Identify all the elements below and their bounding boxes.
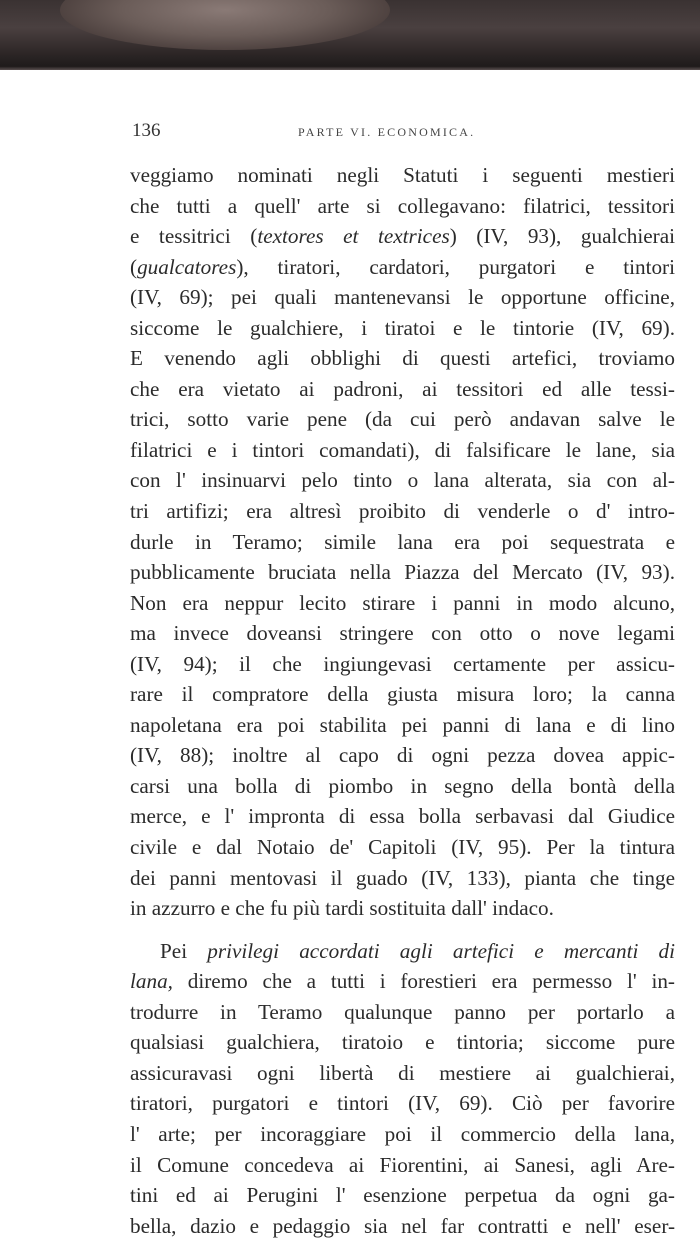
text-line bbox=[130, 1150, 675, 1181]
text-line bbox=[130, 936, 675, 967]
text-segment: che tutti a quell' arte si collegavano: filatrici, tessitori bbox=[130, 193, 675, 218]
text-line bbox=[130, 771, 675, 802]
text-segment: siccome le gualchiere, i tiratoi e le tintorie (IV, 69). bbox=[130, 315, 675, 340]
text-line bbox=[130, 435, 675, 466]
text-segment: ), tiratori, cardatori, purgatori e tintori bbox=[236, 254, 675, 279]
text-segment: qualsiasi gualchiera, tiratoio e tintoria; siccome pure bbox=[130, 1030, 675, 1055]
text-line bbox=[130, 465, 675, 496]
text-line bbox=[130, 160, 675, 191]
text-line bbox=[130, 588, 675, 619]
text-line bbox=[130, 618, 675, 649]
text-segment: tiratori, purgatori e tintori (IV, 69). Ciò per favorire bbox=[130, 1091, 675, 1116]
text-segment: (IV, 94); il che ingiungevasi certamente per assicu- bbox=[130, 651, 675, 676]
text-segment: il Comune concedeva ai Fiorentini, ai Sanesi, agli Are- bbox=[130, 1152, 675, 1177]
running-title: PARTE VI. ECONOMICA. bbox=[298, 125, 476, 139]
text-segment: (IV, 88); inoltre al capo di ogni pezza dovea appic- bbox=[130, 743, 675, 768]
text-line bbox=[130, 1180, 675, 1211]
scan-page-edge bbox=[0, 66, 700, 70]
text-segment: in azzurro e che fu più tardi sostituita dall' indaco. bbox=[130, 896, 554, 921]
text-segment: diremo che a tutti i forestieri era permesso l' in- bbox=[172, 969, 675, 994]
text-line bbox=[130, 1058, 675, 1089]
text-segment: civile e dal Notaio de' Capitoli (IV, 95). Per la tintura bbox=[130, 835, 675, 860]
text-line bbox=[130, 1211, 675, 1241]
text-line bbox=[130, 679, 675, 710]
running-head bbox=[130, 118, 675, 146]
book-page bbox=[130, 118, 675, 1241]
text-line bbox=[130, 282, 675, 313]
text-segment: Pei bbox=[160, 938, 208, 963]
text-segment: e tessitrici ( bbox=[130, 224, 258, 249]
text-line bbox=[130, 496, 675, 527]
text-segment: tri artifizi; era altresì proibito di venderle o d' intro- bbox=[130, 499, 675, 524]
italic-text: textores et textrices bbox=[257, 224, 450, 249]
text-line bbox=[130, 557, 675, 588]
text-segment: veggiamo nominati negli Statuti i seguenti mestieri bbox=[130, 163, 675, 187]
text-segment: E venendo agli obblighi di questi artefici, troviamo bbox=[130, 346, 675, 371]
text-segment: rare il compratore della giusta misura loro; la canna bbox=[130, 682, 675, 707]
paragraph bbox=[130, 936, 675, 1241]
text-segment: tini ed ai Perugini l' esenzione perpetua da ogni ga- bbox=[130, 1183, 675, 1208]
text-segment: bella, dazio e pedaggio sia nel far contratti e nell' eser- bbox=[130, 1213, 675, 1238]
text-line bbox=[130, 374, 675, 405]
body-text bbox=[130, 160, 675, 1241]
text-line bbox=[130, 191, 675, 222]
text-segment: filatrici e i tintori comandati), di falsificare le lane, sia bbox=[130, 437, 675, 462]
text-line bbox=[130, 893, 675, 924]
text-line bbox=[130, 710, 675, 741]
text-segment: carsi una bolla di piombo in segno della bontà della bbox=[130, 773, 675, 798]
paragraph-spacer bbox=[130, 924, 675, 936]
text-segment: trici, sotto varie pene (da cui però andavan salve le bbox=[130, 407, 675, 432]
text-segment: che era vietato ai padroni, ai tessitori ed alle tessi- bbox=[130, 376, 675, 401]
text-segment: Non era neppur lecito stirare i panni in modo alcuno, bbox=[130, 590, 675, 615]
text-segment: ( bbox=[130, 254, 138, 279]
italic-text: gualcatores bbox=[137, 254, 237, 279]
text-segment: con l' insinuarvi pelo tinto o lana alterata, sia con al- bbox=[130, 468, 675, 493]
text-segment: (IV, 69); pei quali mantenevansi le opportune officine, bbox=[130, 285, 675, 310]
text-segment: pubblicamente bruciata nella Piazza del Mercato (IV, 93). bbox=[130, 560, 675, 585]
text-line bbox=[130, 252, 675, 283]
scan-finger-shadow bbox=[60, 0, 390, 50]
text-line bbox=[130, 832, 675, 863]
text-segment: merce, e l' impronta di essa bolla serbavasi dal Giudice bbox=[130, 804, 675, 829]
text-segment: l' arte; per incoraggiare poi il commercio della lana, bbox=[130, 1121, 675, 1146]
text-line bbox=[130, 801, 675, 832]
text-segment: ma invece doveansi stringere con otto o nove legami bbox=[130, 621, 675, 646]
text-line bbox=[130, 966, 675, 997]
text-line bbox=[130, 997, 675, 1028]
text-line bbox=[130, 1119, 675, 1150]
text-line bbox=[130, 649, 675, 680]
italic-text: privilegi accordati agli artefici e mercanti di bbox=[207, 938, 675, 963]
text-segment: ) (IV, 93), gualchierai bbox=[449, 224, 675, 249]
text-line bbox=[130, 221, 675, 252]
text-line bbox=[130, 1027, 675, 1058]
text-line bbox=[130, 863, 675, 894]
text-line bbox=[130, 527, 675, 558]
scan-top-band bbox=[0, 0, 700, 70]
text-line bbox=[130, 1088, 675, 1119]
italic-text: lana, bbox=[130, 969, 173, 994]
text-line bbox=[130, 740, 675, 771]
text-line bbox=[130, 313, 675, 344]
paragraph bbox=[130, 160, 675, 924]
text-segment: assicuravasi ogni libertà di mestiere ai gualchierai, bbox=[130, 1060, 675, 1085]
text-line bbox=[130, 343, 675, 374]
text-segment: durle in Teramo; simile lana era poi sequestrata e bbox=[130, 529, 675, 554]
page-number: 136 bbox=[132, 120, 161, 141]
text-segment: napoletana era poi stabilita pei panni di lana e di lino bbox=[130, 712, 675, 737]
text-segment: trodurre in Teramo qualunque panno per portarlo a bbox=[130, 999, 675, 1024]
text-line bbox=[130, 404, 675, 435]
text-segment: dei panni mentovasi il guado (IV, 133), pianta che tinge bbox=[130, 865, 675, 890]
